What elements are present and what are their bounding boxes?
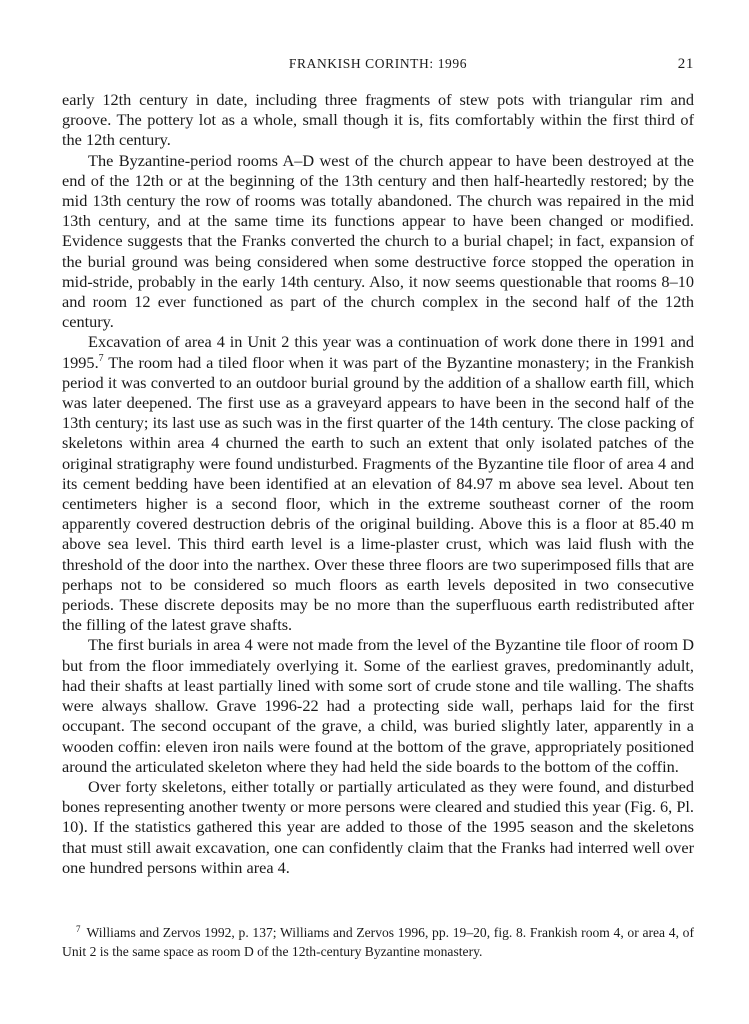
paragraph-text-before-note: Excavation of area 4 in Unit 2 this year was a continuation of work done there in 1991 and 1995. [62, 332, 694, 372]
paragraph-skeletons: Over forty skeletons, either totally or partially articulated as they were found, and disturbed bones representing another twenty or more persons were cleared and studied this year (Fig. 6, Pl. 10). If the statistics gathered this year are added to those of the 1995 season and the skeletons that must still await excavation, one can confidently claim that the Franks had interred well over one hundred persons within area 4. [62, 776, 694, 877]
footnote-reference: 7 [98, 352, 104, 364]
paragraph-text-after-note: The room had a tiled floor when it was part of the Byzantine monastery; in the Frankish period it was converted to an outdoor burial ground by the addition of a shallow earth fill, which was later deepened. The first use as a graveyard appears to have been in the second half of the 13th century; its last use as such was in the first quarter of the 14th century. The close packing of skeletons within area 4 churned the earth to such an extent that only isolated patches of the original stratigraphy were found undisturbed. Fragments of the Byzantine tile floor of area 4 and its cement bedding have been identified at an elevation of 84.97 m above sea level. About ten centimeters higher is a second floor, which in the extreme southeast corner of the room apparently covered destruction debris of the original building. Above this is a floor at 85.40 m above sea level. This third earth level is a lime-plaster crust, which was laid flush with the threshold of the door into the narthex. Over these three floors are two superimposed fills that are perhaps not to be considered so much floors as earth levels deposited in two consecutive periods. These discrete deposits may be no more than the superfluous earth redistributed after the filling of the latest grave shafts. [62, 352, 694, 635]
footnote-text: Williams and Zervos 1992, p. 137; Williams and Zervos 1996, pp. 19–20, fig. 8. Frankish room 4, or area 4, of Unit 2 is the same space as room D of the 12th-century Byzantine monastery. [62, 925, 694, 959]
paragraph-continuation: early 12th century in date, including three fragments of stew pots with triangular rim and groove. The pottery lot as a whole, small though it is, fits comfortably within the first third of the 12th century. [62, 90, 694, 150]
body-text [62, 90, 694, 878]
footnote [62, 924, 694, 961]
paragraph-byzantine-rooms: The Byzantine-period rooms A–D west of the church appear to have been destroyed at the end of the 12th or at the beginning of the 13th century and then half-heartedly restored; by the mid 13th century the row of rooms was totally abandoned. The church was repaired in the mid 13th century, and at the same time its functions appear to have been changed or modified. Evidence suggests that the Franks converted the church to a burial chapel; in fact, expansion of the burial ground was being considered when some destructive force stopped the operation in mid-stride, probably in the early 14th century. Also, it now seems questionable that rooms 8–10 and room 12 ever functioned as part of the church complex in the second half of the 12th century. [62, 150, 694, 332]
running-head [62, 56, 694, 78]
running-title: FRANKISH CORINTH: 1996 [288, 56, 468, 71]
page-number: 21 [677, 56, 694, 72]
footnote-number: 7 [76, 924, 81, 934]
footnotes [62, 924, 694, 961]
paragraph-first-burials: The first burials in area 4 were not made from the level of the Byzantine tile floor of room D but from the floor immediately overlying it. Some of the earliest graves, predominantly adult, had their shafts at least partially lined with some sort of crude stone and tile walling. The shafts were always shallow. Grave 1996-22 had a protecting side wall, perhaps laid for the first occupant. The second occupant of the grave, a child, was buried slightly later, apparently in a wooden coffin: eleven iron nails were found at the bottom of the grave, appropriately positioned around the articulated skeleton where they had held the side boards to the bottom of the coffin. [62, 635, 694, 776]
page [62, 56, 694, 878]
paragraph-area-4-excavation [62, 332, 694, 635]
